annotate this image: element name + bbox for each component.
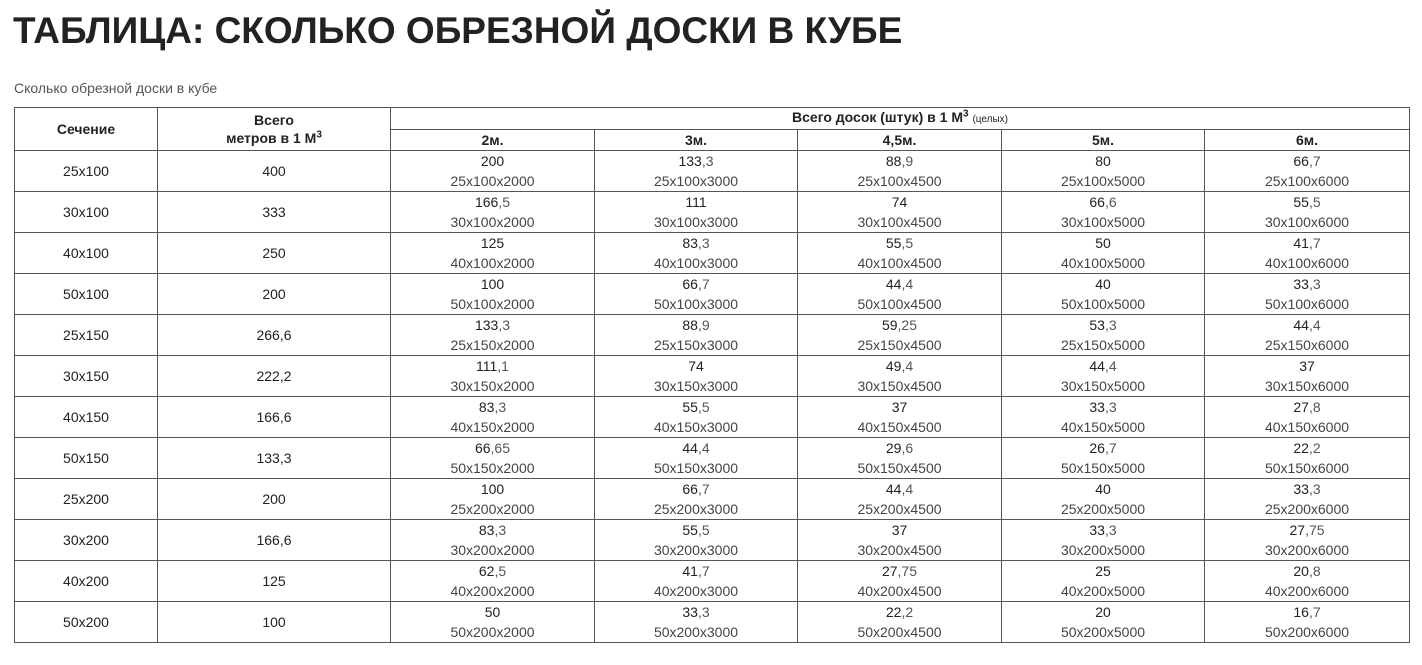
board-count-int: 133: [678, 153, 702, 169]
group-header-sup: 3: [963, 108, 969, 120]
cell-board-count: [595, 192, 798, 233]
board-count-frac: ,3: [701, 153, 714, 169]
table-row: [15, 479, 1410, 520]
board-dimensions: 30х100х5000: [1060, 214, 1146, 230]
board-count-int: 40: [1095, 276, 1111, 292]
header-length: 2м.: [391, 130, 595, 151]
cell-board-count: [1002, 520, 1205, 561]
board-count-int: 33: [1089, 399, 1105, 415]
cell-board-count: [595, 274, 798, 315]
board-count-frac: ,4: [697, 440, 710, 456]
cell-total-meters: 250: [158, 233, 391, 274]
board-count-frac: ,7: [697, 563, 710, 579]
board-dimensions: 30х100х6000: [1264, 214, 1350, 230]
board-count-int: 83: [682, 235, 698, 251]
board-count-int: 83: [478, 399, 495, 415]
cell-section: 25х100: [15, 151, 158, 192]
board-dimensions: 40х200х4500: [857, 583, 942, 599]
board-count-int: 111: [476, 358, 498, 374]
board-dimensions: 30х100х4500: [857, 214, 942, 230]
board-count-int: 44: [682, 440, 698, 456]
cell-board-count: [391, 356, 595, 397]
board-count-int: 100: [480, 276, 505, 292]
board-count-int: 44: [1089, 358, 1105, 374]
board-count-int: 16: [1293, 604, 1309, 620]
board-count-int: 37: [1299, 358, 1315, 374]
board-dimensions: 30х100х2000: [450, 214, 535, 230]
header-total-meters: [158, 108, 391, 151]
board-count-int: 83: [478, 522, 495, 538]
board-count-int: 166: [474, 194, 499, 210]
header-length: 4,5м.: [798, 130, 1002, 151]
board-count-int: 27: [1289, 522, 1306, 538]
cell-board-count: [798, 356, 1002, 397]
board-dimensions: 50х200х2000: [450, 624, 535, 640]
board-count-frac: ,75: [1305, 522, 1325, 538]
board-dimensions: 50х200х4500: [857, 624, 942, 640]
board-count-frac: ,2: [1308, 440, 1321, 456]
board-count-frac: ,4: [1308, 317, 1321, 333]
board-dimensions: 40х150х4500: [857, 419, 942, 435]
cell-board-count: [798, 520, 1002, 561]
board-count-frac: ,5: [1308, 194, 1321, 210]
board-count-int: 27: [1293, 399, 1309, 415]
cell-board-count: [798, 602, 1002, 643]
board-dimensions: 40х200х3000: [653, 583, 739, 599]
board-count-frac: ,3: [1104, 399, 1117, 415]
cell-board-count: [595, 233, 798, 274]
cell-board-count: [1002, 233, 1205, 274]
cell-total-meters: 333: [158, 192, 391, 233]
board-count-frac: ,7: [1104, 440, 1117, 456]
board-dimensions: 30х200х2000: [450, 542, 535, 558]
board-dimensions: 30х200х5000: [1060, 542, 1146, 558]
cell-board-count: [798, 192, 1002, 233]
board-dimensions: 40х150х2000: [450, 419, 535, 435]
board-count-int: 66: [1089, 194, 1105, 210]
cell-board-count: [1205, 192, 1410, 233]
cell-board-count: [595, 602, 798, 643]
board-dimensions: 25х100х3000: [653, 173, 739, 189]
cell-board-count: [391, 479, 595, 520]
board-dimensions: 25х200х2000: [450, 501, 535, 517]
board-dimensions: 25х100х6000: [1264, 173, 1350, 189]
board-dimensions: 40х100х3000: [653, 255, 739, 271]
cell-board-count: [798, 561, 1002, 602]
cell-board-count: [595, 438, 798, 479]
board-dimensions: 25х150х6000: [1264, 337, 1350, 353]
board-dimensions: 50х100х2000: [450, 296, 535, 312]
board-dimensions: 30х100х3000: [653, 214, 739, 230]
cell-total-meters: 200: [158, 479, 391, 520]
cell-board-count: [1205, 438, 1410, 479]
cell-board-count: [391, 397, 595, 438]
header-group-boards: [391, 108, 1410, 130]
board-count-frac: ,6: [1104, 194, 1117, 210]
board-count-int: 33: [1293, 276, 1309, 292]
board-dimensions: 25х150х5000: [1060, 337, 1146, 353]
board-dimensions: 30х200х3000: [653, 542, 739, 558]
cell-board-count: [798, 151, 1002, 192]
board-count-int: 29: [885, 440, 902, 456]
table-row: [15, 233, 1410, 274]
table-caption: Сколько обрезной доски в кубе: [14, 80, 218, 96]
cell-board-count: [798, 315, 1002, 356]
board-dimensions: 50х200х6000: [1264, 624, 1350, 640]
board-count-int: 25: [1095, 563, 1111, 579]
cell-board-count: [1002, 602, 1205, 643]
board-count-frac: ,7: [1308, 235, 1321, 251]
board-dimensions: 50х100х5000: [1060, 296, 1146, 312]
board-count-frac: ,3: [498, 317, 511, 333]
board-dimensions: 40х100х4500: [857, 255, 942, 271]
board-count-int: 111: [685, 194, 707, 210]
board-count-frac: ,3: [1308, 276, 1321, 292]
board-count-int: 59: [881, 317, 898, 333]
board-count-int: 50: [1095, 235, 1111, 251]
board-count-int: 41: [1293, 235, 1309, 251]
board-count-int: 55: [682, 522, 698, 538]
board-count-int: 41: [682, 563, 698, 579]
board-dimensions: 50х200х5000: [1060, 624, 1146, 640]
board-count-frac: ,8: [1308, 399, 1321, 415]
table-row: [15, 397, 1410, 438]
cell-board-count: [595, 561, 798, 602]
board-count-int: 22: [1293, 440, 1309, 456]
table-row: [15, 192, 1410, 233]
board-dimensions: 40х150х6000: [1264, 419, 1350, 435]
board-dimensions: 50х200х3000: [653, 624, 739, 640]
board-dimensions: 50х150х2000: [450, 460, 535, 476]
cell-board-count: [1002, 315, 1205, 356]
cell-board-count: [391, 315, 595, 356]
board-dimensions: 25х150х3000: [653, 337, 739, 353]
cell-section: 50х200: [15, 602, 158, 643]
cell-board-count: [1002, 479, 1205, 520]
board-count-frac: ,3: [494, 522, 507, 538]
cell-board-count: [391, 602, 595, 643]
cell-board-count: [1205, 561, 1410, 602]
board-count-int: 50: [484, 604, 501, 620]
board-dimensions: 25х200х5000: [1060, 501, 1146, 517]
cell-total-meters: 200: [158, 274, 391, 315]
board-count-frac: ,7: [1308, 153, 1321, 169]
cell-section: 50х100: [15, 274, 158, 315]
board-dimensions: 50х100х6000: [1264, 296, 1350, 312]
cell-section: 40х100: [15, 233, 158, 274]
board-count-int: 74: [891, 194, 908, 210]
board-dimensions: 50х100х4500: [857, 296, 942, 312]
cell-section: 40х150: [15, 397, 158, 438]
cell-board-count: [595, 356, 798, 397]
page-title: ТАБЛИЦА: СКОЛЬКО ОБРЕЗНОЙ ДОСКИ В КУБЕ: [13, 10, 903, 51]
cell-board-count: [1002, 438, 1205, 479]
cell-board-count: [595, 315, 798, 356]
cell-total-meters: 166,6: [158, 397, 391, 438]
cell-board-count: [595, 397, 798, 438]
cell-total-meters: 400: [158, 151, 391, 192]
board-dimensions: 25х200х3000: [653, 501, 739, 517]
board-count-frac: ,7: [1308, 604, 1321, 620]
board-dimensions: 40х100х5000: [1060, 255, 1146, 271]
cell-section: 30х150: [15, 356, 158, 397]
board-count-int: 49: [885, 358, 902, 374]
cell-section: 25х150: [15, 315, 158, 356]
cell-board-count: [798, 233, 1002, 274]
board-count-int: 44: [885, 481, 902, 497]
board-count-frac: ,75: [897, 563, 918, 579]
board-count-frac: ,7: [697, 481, 710, 497]
cell-board-count: [1205, 602, 1410, 643]
board-count-int: 74: [688, 358, 704, 374]
board-dimensions: 30х200х6000: [1264, 542, 1350, 558]
cell-section: 30х100: [15, 192, 158, 233]
board-count-int: 37: [891, 522, 908, 538]
board-dimensions: 30х150х5000: [1060, 378, 1146, 394]
board-dimensions: 40х100х6000: [1264, 255, 1350, 271]
board-dimensions: 40х200х2000: [450, 583, 535, 599]
board-count-frac: ,25: [897, 317, 918, 333]
board-dimensions: 50х150х4500: [857, 460, 942, 476]
board-count-int: 66: [474, 440, 491, 456]
board-count-frac: ,9: [697, 317, 710, 333]
table-row: [15, 602, 1410, 643]
board-count-int: 100: [480, 481, 505, 497]
board-count-frac: ,5: [498, 194, 511, 210]
table-row: [15, 561, 1410, 602]
board-count-int: 33: [1089, 522, 1105, 538]
cell-total-meters: 100: [158, 602, 391, 643]
board-dimensions: 40х200х5000: [1060, 583, 1146, 599]
cell-board-count: [1205, 397, 1410, 438]
board-count-frac: ,3: [494, 399, 507, 415]
board-count-int: 44: [885, 276, 902, 292]
board-count-frac: ,3: [1104, 522, 1117, 538]
board-count-int: 88: [682, 317, 698, 333]
group-header-text: Всего досок (штук) в 1 М: [792, 109, 963, 125]
board-dimensions: 25х100х5000: [1060, 173, 1146, 189]
table-body: [15, 151, 1410, 643]
cell-board-count: [1205, 520, 1410, 561]
cell-section: 40х200: [15, 561, 158, 602]
board-dimensions: 25х200х6000: [1264, 501, 1350, 517]
header-length: 3м.: [595, 130, 798, 151]
board-count-int: 200: [480, 153, 505, 169]
cell-board-count: [391, 233, 595, 274]
table-row: [15, 438, 1410, 479]
board-count-int: 53: [1089, 317, 1105, 333]
cell-board-count: [391, 520, 595, 561]
board-count-frac: ,3: [1104, 317, 1117, 333]
board-dimensions: 50х150х6000: [1264, 460, 1350, 476]
board-count-int: 27: [881, 563, 898, 579]
cell-section: 50х150: [15, 438, 158, 479]
board-count-frac: ,3: [697, 235, 710, 251]
board-dimensions: 25х150х2000: [450, 337, 535, 353]
cell-board-count: [798, 479, 1002, 520]
board-count-frac: ,8: [1308, 563, 1321, 579]
board-count-frac: ,5: [901, 235, 914, 251]
table-row: [15, 315, 1410, 356]
cell-board-count: [1205, 356, 1410, 397]
board-count-int: 80: [1095, 153, 1111, 169]
board-count-frac: ,65: [490, 440, 511, 456]
cell-total-meters: 166,6: [158, 520, 391, 561]
board-count-frac: ,6: [901, 440, 914, 456]
cell-board-count: [798, 274, 1002, 315]
boards-per-cube-table: [14, 107, 1410, 643]
board-dimensions: 40х150х3000: [653, 419, 739, 435]
board-count-int: 37: [891, 399, 908, 415]
header-section: Сечение: [15, 108, 158, 151]
group-header-note: (целых): [972, 114, 1008, 125]
board-dimensions: 25х150х4500: [857, 337, 942, 353]
cell-board-count: [595, 151, 798, 192]
board-count-int: 66: [682, 276, 698, 292]
board-count-int: 88: [885, 153, 902, 169]
board-count-frac: ,5: [697, 522, 710, 538]
cell-board-count: [595, 479, 798, 520]
cell-board-count: [1002, 151, 1205, 192]
board-dimensions: 40х200х6000: [1264, 583, 1350, 599]
board-count-int: 22: [885, 604, 902, 620]
cell-board-count: [391, 151, 595, 192]
board-count-int: 133: [474, 317, 499, 333]
board-count-frac: ,4: [901, 481, 914, 497]
board-dimensions: 50х100х3000: [653, 296, 739, 312]
header-length: 6м.: [1205, 130, 1410, 151]
table-row: [15, 356, 1410, 397]
board-count-int: 44: [1293, 317, 1309, 333]
board-count-frac: ,9: [901, 153, 914, 169]
board-count-int: 125: [480, 235, 505, 251]
cell-board-count: [1205, 233, 1410, 274]
table-row: [15, 520, 1410, 561]
header-length: 5м.: [1002, 130, 1205, 151]
cell-board-count: [595, 520, 798, 561]
cell-total-meters: 133,3: [158, 438, 391, 479]
cell-board-count: [798, 397, 1002, 438]
board-count-int: 55: [885, 235, 902, 251]
cell-board-count: [1205, 274, 1410, 315]
board-dimensions: 25х100х4500: [857, 173, 942, 189]
board-count-frac: ,3: [697, 604, 710, 620]
cell-board-count: [1002, 274, 1205, 315]
cell-board-count: [1205, 151, 1410, 192]
board-dimensions: 50х150х5000: [1060, 460, 1146, 476]
board-count-int: 66: [1293, 153, 1309, 169]
header-total-sup: 3: [316, 129, 322, 141]
board-count-int: 33: [682, 604, 698, 620]
cell-board-count: [1205, 315, 1410, 356]
board-count-int: 33: [1293, 481, 1309, 497]
cell-board-count: [391, 561, 595, 602]
cell-board-count: [1205, 479, 1410, 520]
cell-board-count: [1002, 192, 1205, 233]
header-total-line2: метров в 1 М: [226, 130, 317, 146]
board-count-frac: ,4: [1104, 358, 1117, 374]
cell-board-count: [391, 438, 595, 479]
board-count-frac: ,4: [901, 276, 914, 292]
board-dimensions: 25х200х4500: [857, 501, 942, 517]
board-count-int: 26: [1089, 440, 1105, 456]
board-dimensions: 30х150х6000: [1264, 378, 1350, 394]
cell-section: 30х200: [15, 520, 158, 561]
board-count-frac: ,7: [697, 276, 710, 292]
board-count-int: 62: [478, 563, 495, 579]
board-count-int: 20: [1293, 563, 1309, 579]
board-count-int: 20: [1095, 604, 1111, 620]
table-row: [15, 151, 1410, 192]
cell-section: 25х200: [15, 479, 158, 520]
board-dimensions: 25х100х2000: [450, 173, 535, 189]
cell-board-count: [391, 274, 595, 315]
board-count-frac: ,1: [497, 358, 509, 374]
board-dimensions: 30х150х4500: [857, 378, 942, 394]
board-count-frac: ,5: [697, 399, 710, 415]
board-dimensions: 30х150х2000: [450, 378, 535, 394]
board-count-frac: ,3: [1308, 481, 1321, 497]
board-count-frac: ,4: [901, 358, 914, 374]
board-count-frac: ,5: [494, 563, 507, 579]
board-dimensions: 30х200х4500: [857, 542, 942, 558]
cell-total-meters: 125: [158, 561, 391, 602]
board-count-int: 55: [1293, 194, 1309, 210]
cell-board-count: [391, 192, 595, 233]
table-row: [15, 274, 1410, 315]
cell-board-count: [1002, 397, 1205, 438]
board-count-int: 66: [682, 481, 698, 497]
board-dimensions: 40х150х5000: [1060, 419, 1146, 435]
board-count-int: 40: [1095, 481, 1111, 497]
cell-board-count: [1002, 356, 1205, 397]
cell-total-meters: 222,2: [158, 356, 391, 397]
board-dimensions: 30х150х3000: [653, 378, 739, 394]
cell-total-meters: 266,6: [158, 315, 391, 356]
header-total-line1: Всего: [254, 112, 294, 128]
board-count-int: 55: [682, 399, 698, 415]
board-count-frac: ,2: [901, 604, 914, 620]
cell-board-count: [1002, 561, 1205, 602]
board-dimensions: 40х100х2000: [450, 255, 535, 271]
cell-board-count: [798, 438, 1002, 479]
board-dimensions: 50х150х3000: [653, 460, 739, 476]
